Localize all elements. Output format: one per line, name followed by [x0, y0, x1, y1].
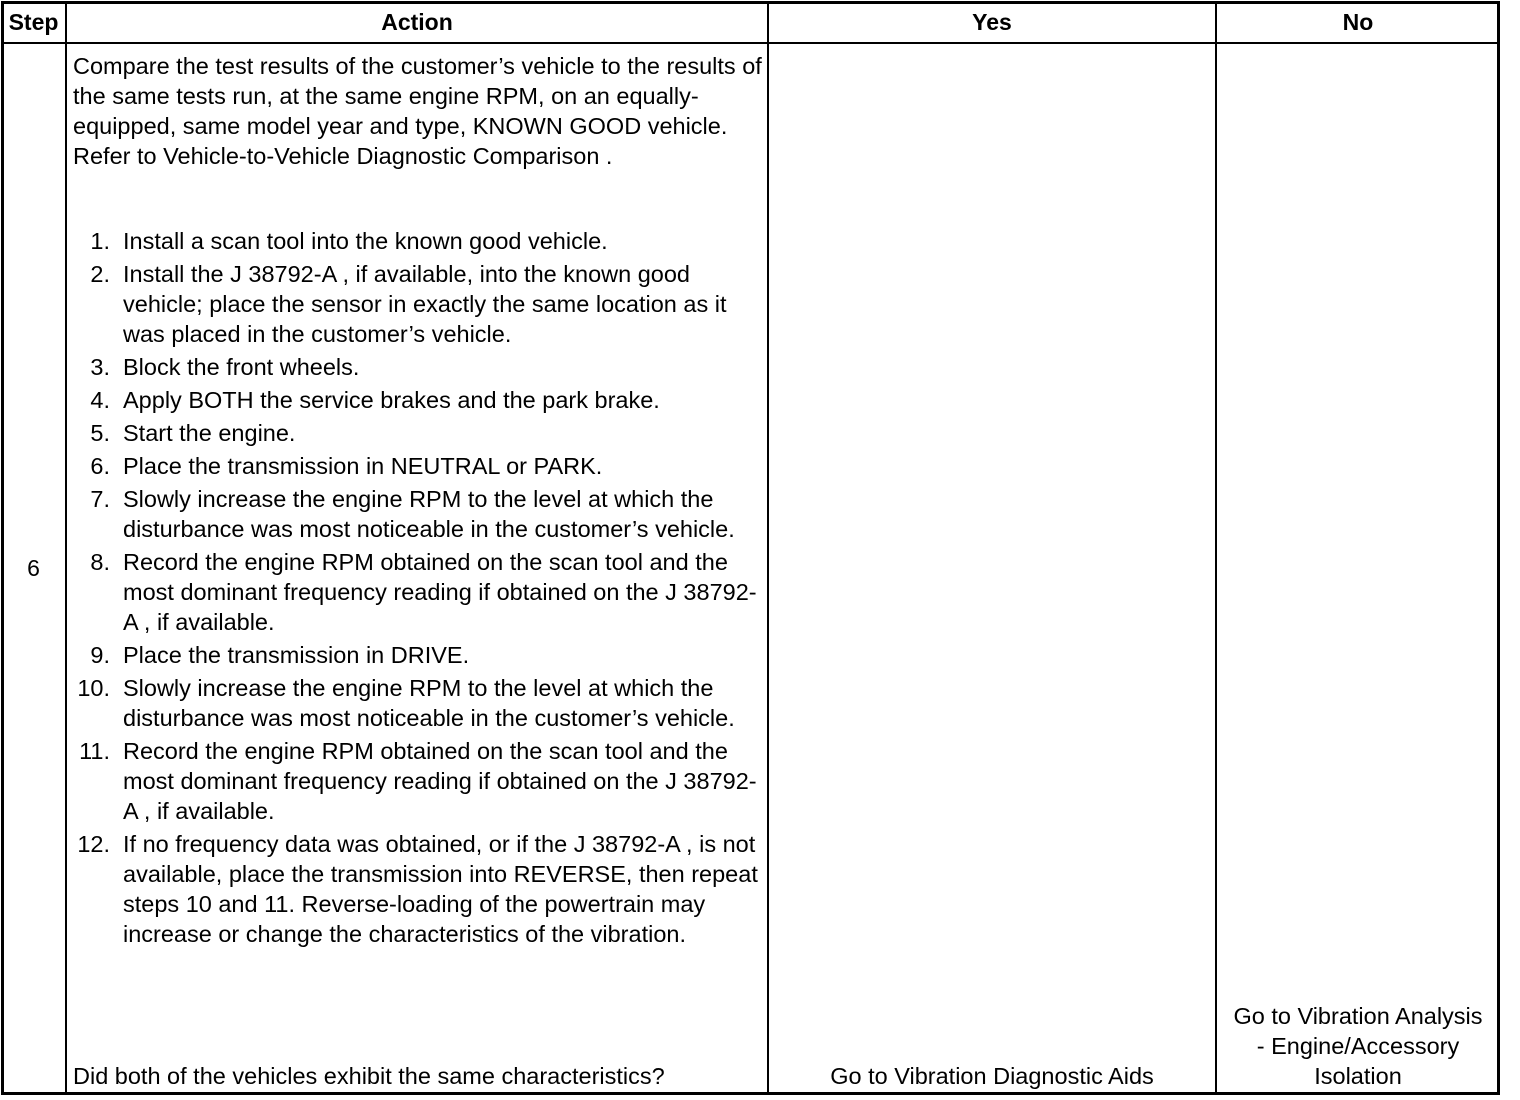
- step-item-number: 6.: [90, 453, 110, 479]
- column-divider: [65, 2, 67, 1094]
- step-item-number: 3.: [90, 354, 110, 380]
- step-item-text: Install the J 38792-A , if available, into the known good vehicle; place the sensor in exactly the same location as it was placed in the customer’s vehicle.: [123, 261, 727, 347]
- step-item-text: Slowly increase the engine RPM to the level at which the disturbance was most noticeable in the customer’s vehicle.: [123, 486, 735, 542]
- yes-result: Go to Vibration Diagnostic Aids: [830, 1063, 1154, 1089]
- step-item-text: Record the engine RPM obtained on the scan tool and the most dominant frequency reading if obtained on the J 38792-A , if available.: [123, 738, 757, 824]
- step-item-text: Place the transmission in NEUTRAL or PARK.: [123, 453, 603, 479]
- step-item-number: 5.: [90, 420, 110, 446]
- action-intro: Compare the test results of the customer’s vehicle to the results of the same tests run, at the same engine RPM, on an equally-equipped, same model year and type, KNOWN GOOD vehicle. Refer to Vehicle-to-Vehicle Diagnostic Comparison .: [73, 53, 762, 169]
- list-item: [70, 547, 770, 637]
- step-item-number: 9.: [90, 642, 110, 668]
- header-yes: Yes: [972, 8, 1012, 35]
- no-result-line: Isolation: [1314, 1063, 1402, 1089]
- step-item-number: 10.: [77, 675, 110, 701]
- step-item-number: 1.: [90, 228, 110, 254]
- list-item: [70, 418, 770, 448]
- list-item: [70, 484, 770, 544]
- step-item-number: 11.: [79, 738, 110, 764]
- action-question: Did both of the vehicles exhibit the same characteristics?: [73, 1063, 665, 1089]
- step-item-text: Record the engine RPM obtained on the scan tool and the most dominant frequency reading if obtained on the J 38792-A , if available.: [123, 549, 757, 635]
- list-item: [70, 829, 770, 949]
- header-step: Step: [8, 8, 59, 35]
- list-item: [70, 736, 770, 826]
- list-item: [70, 451, 770, 481]
- step-item-number: 12.: [77, 831, 110, 857]
- step-number: 6: [27, 555, 40, 581]
- step-item-text: Start the engine.: [123, 420, 296, 446]
- step-item-number: 2.: [90, 261, 110, 287]
- step-item-text: Block the front wheels.: [123, 354, 360, 380]
- no-result: [1218, 1001, 1498, 1091]
- list-item: [70, 640, 770, 670]
- step-item-text: Install a scan tool into the known good vehicle.: [123, 228, 608, 254]
- column-divider: [1215, 2, 1217, 1094]
- step-item-number: 8.: [90, 549, 110, 575]
- list-item: [70, 352, 770, 382]
- no-result-line: Go to Vibration Analysis: [1233, 1003, 1483, 1029]
- list-item: [70, 259, 770, 349]
- step-item-text: If no frequency data was obtained, or if the J 38792-A , is not available, place the transmission into REVERSE, then repeat steps 10 and 11. Reverse-loading of the powertrain may increase or change the characteristics of the vibration.: [123, 831, 758, 947]
- action-steps-list: [70, 226, 770, 952]
- header-action: Action: [381, 8, 453, 35]
- list-item: [70, 226, 770, 256]
- step-item-number: 4.: [90, 387, 110, 413]
- step-item-number: 7.: [90, 486, 110, 512]
- header-divider: [2, 42, 1500, 44]
- step-item-text: Slowly increase the engine RPM to the level at which the disturbance was most noticeable in the customer’s vehicle.: [123, 675, 735, 731]
- step-item-text: Place the transmission in DRIVE.: [123, 642, 470, 668]
- no-result-line: - Engine/Accessory: [1256, 1033, 1460, 1059]
- list-item: [70, 385, 770, 415]
- step-item-text: Apply BOTH the service brakes and the park brake.: [123, 387, 660, 413]
- header-no: No: [1342, 8, 1374, 35]
- list-item: [70, 673, 770, 733]
